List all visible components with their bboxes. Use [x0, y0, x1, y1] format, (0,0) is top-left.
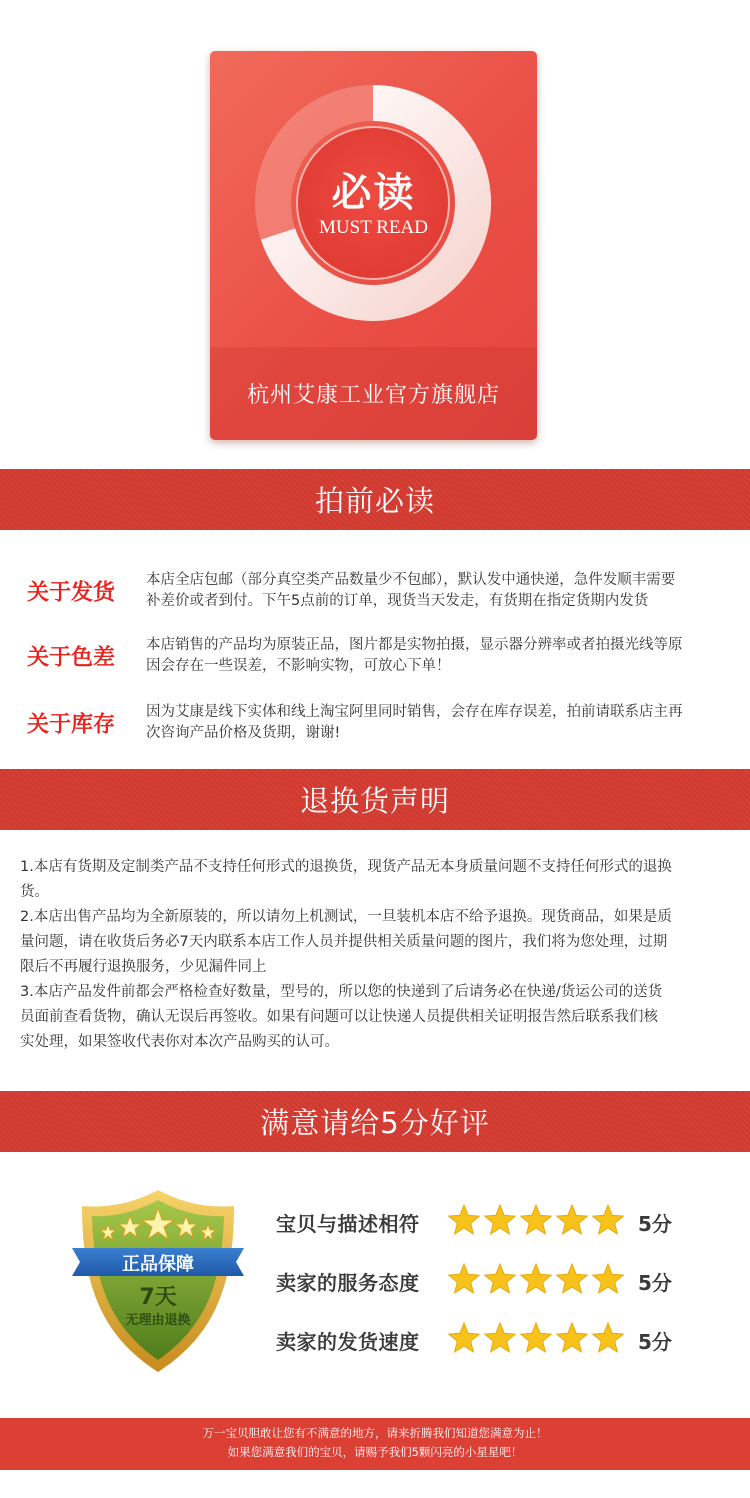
star-icon — [521, 1205, 551, 1234]
star-icon — [593, 1323, 623, 1352]
must-read-subtitle: MUST READ — [319, 217, 428, 238]
must-read-card — [210, 51, 537, 440]
footer-line-2: 如果您满意我们的宝贝，请赐予我们5颗闪亮的小星星吧！ — [227, 1445, 523, 1459]
star-icon — [449, 1264, 479, 1293]
star-icon — [521, 1323, 551, 1352]
notice-inventory — [0, 702, 750, 744]
section-rating — [0, 1091, 750, 1152]
five-stars-icon — [448, 1322, 624, 1356]
section-returns — [0, 769, 750, 830]
star-icon — [593, 1264, 623, 1293]
star-icon — [557, 1264, 587, 1293]
star-icon — [521, 1264, 551, 1293]
rating-label: 卖家的发货速度 — [276, 1330, 420, 1354]
notice-label: 关于色差 — [27, 645, 116, 671]
star-icon — [485, 1323, 515, 1352]
section-title: 退换货声明 — [299, 784, 450, 818]
notice-text: 本店销售的产品均为原装正品，图片都是实物拍摄，显示器分辨率或者拍摄光线等原 因会存在一些误差，不影响实物，可放心下单！ — [146, 637, 683, 674]
notice-label: 关于库存 — [27, 712, 116, 738]
section-before-purchase — [0, 469, 750, 530]
rating-row-service — [276, 1263, 696, 1297]
rating-label: 卖家的服务态度 — [276, 1271, 420, 1295]
badge-ribbon-text: 正品保障 — [122, 1254, 194, 1275]
star-icon — [449, 1323, 479, 1352]
notice-shipping — [0, 570, 750, 612]
star-icon — [485, 1264, 515, 1293]
rating-row-shipping-speed — [276, 1322, 696, 1356]
store-name-bar — [210, 347, 537, 440]
store-name: 杭州艾康工业官方旗舰店 — [246, 383, 500, 408]
notice-text: 本店全店包邮（部分真空类产品数量少不包邮），默认发中通快递，急件发顺丰需要 补差价或者到付。下午5点前的订单，现货当天发走，有货期在指定货期内发货 — [146, 572, 676, 609]
return-policy-text: 1.本店有货期及定制类产品不支持任何形式的退换货，现货产品无本身质量问题不支持任何形式的退换 货。 2.本店出售产品均为全新原装的，所以请勿上机测试，一旦装机本店不给予退换。现货商品，如果是质 量问题，请在收货后务必7天内联系本店工作人员并提供相关质量问题的图片，我们将为您处理，过期 限后不再履行退换服务，少见漏件同上 3.本店产品发件前都会严格检查好数量，型号的，所以您的快递到了后请务必在快递/货运公司的送货 员面前查看货物，确认无误后再签收。如果有问题可以让快递人员提供相关证明报告然后联系我们核 实处理，如果签收代表你对本次产品购买的认可。 — [20, 859, 672, 1050]
notice-text: 因为艾康是线下实体和线上淘宝阿里同时销售，会存在库存误差，拍前请联系店主再 次咨询产品价格及货期，谢谢! — [146, 704, 683, 741]
genuine-guarantee-badge-icon — [72, 1186, 244, 1376]
footer-message — [0, 1418, 750, 1470]
rating-row-description — [276, 1204, 696, 1238]
notice-color-difference — [0, 635, 750, 677]
badge-note-text: 无理由退换 — [125, 1313, 191, 1328]
footer-line-1: 万一宝贝胆敢让您有不满意的地方，请来折腾我们知道您满意为止！ — [202, 1426, 548, 1440]
five-stars-icon — [448, 1263, 624, 1297]
five-stars-icon — [448, 1204, 624, 1238]
rating-score: 5分 — [638, 1271, 672, 1295]
badge-days-text: 7天 — [139, 1285, 177, 1310]
star-icon — [449, 1205, 479, 1234]
star-icon — [557, 1323, 587, 1352]
star-icon — [557, 1205, 587, 1234]
section-title: 满意请给5分好评 — [260, 1106, 490, 1140]
must-read-title: 必读 — [331, 170, 416, 216]
rating-score: 5分 — [638, 1212, 672, 1236]
star-icon — [593, 1205, 623, 1234]
rating-score: 5分 — [638, 1330, 672, 1354]
rating-label: 宝贝与描述相符 — [276, 1212, 420, 1236]
star-icon — [485, 1205, 515, 1234]
section-title: 拍前必读 — [314, 484, 435, 518]
notice-label: 关于发货 — [27, 580, 116, 606]
